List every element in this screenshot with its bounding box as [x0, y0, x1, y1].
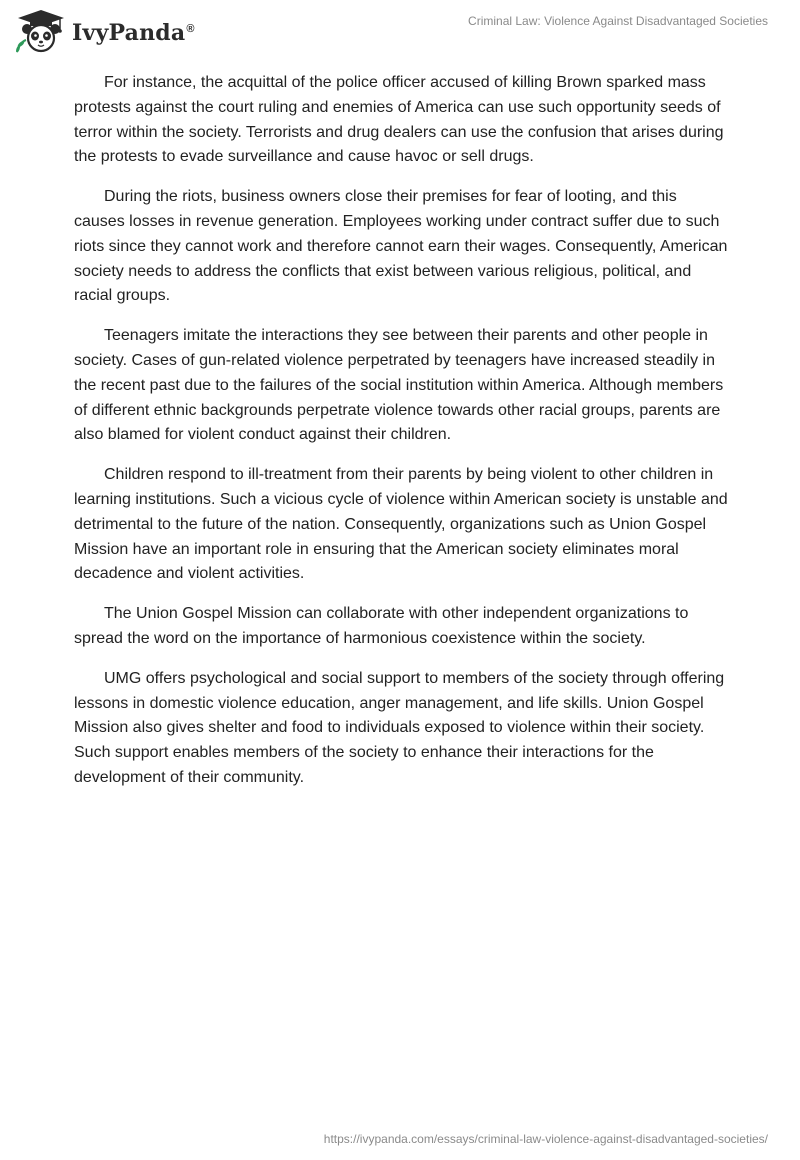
source-url-link[interactable]: https://ivypanda.com/essays/criminal-law-violence-against-disadvantaged-societies/	[323, 1132, 768, 1146]
registered-mark: ®	[186, 22, 195, 35]
paragraph: For instance, the acquittal of the police officer accused of killing Brown sparked mass protests against the court ruling and enemies of America can use such opportunity seeds of terror within the society. Terrorists and drug dealers can use the confusion that arises during the protests to evade surveillance and cause havoc or sell drugs.	[74, 74, 724, 166]
paragraph: The Union Gospel Mission can collaborate with other independent organizations to spread the word on the importance of harmonious coexistence within the society.	[74, 605, 689, 647]
logo-wordmark	[72, 20, 195, 46]
logo-name: IvyPanda	[72, 20, 186, 46]
ivypanda-logo[interactable]	[14, 8, 195, 54]
panda-graduate-icon	[14, 8, 68, 54]
running-title: Criminal Law: Violence Against Disadvantaged Societies	[468, 14, 768, 28]
paragraph: Children respond to ill-treatment from their parents by being violent to other children in learning institutions. Such a vicious cycle of violence within American society is unstable and detrimental to the future of the nation. Consequently, organizations such as Union Gospel Mission have an important role in ensuring that the American society eliminates moral decadence and violent activities.	[74, 466, 728, 583]
page-header	[0, 0, 800, 60]
paragraph: During the riots, business owners close their premises for fear of looting, and this causes losses in revenue generation. Employees working under contract suffer due to such riots since they cannot work and therefore cannot earn their wages. Consequently, American society needs to address the conflicts that exist between various religious, political, and racial groups.	[74, 188, 728, 305]
paragraph: Teenagers imitate the interactions they see between their parents and other people in society. Cases of gun-related violence perpetrated by teenagers have increased steadily in the recent past due to the failures of the social institution within America. Although members of different ethnic backgrounds perpetrate violence towards other racial groups, parents are also blamed for violent conduct against their children.	[74, 327, 724, 444]
essay-body	[74, 71, 728, 806]
paragraph: UMG offers psychological and social support to members of the society through offering lessons in domestic violence education, anger management, and life skills. Union Gospel Mission also gives shelter and food to individuals exposed to violence within their society. Such support enables members of the society to enhance their interactions for the development of their community.	[74, 669, 725, 786]
